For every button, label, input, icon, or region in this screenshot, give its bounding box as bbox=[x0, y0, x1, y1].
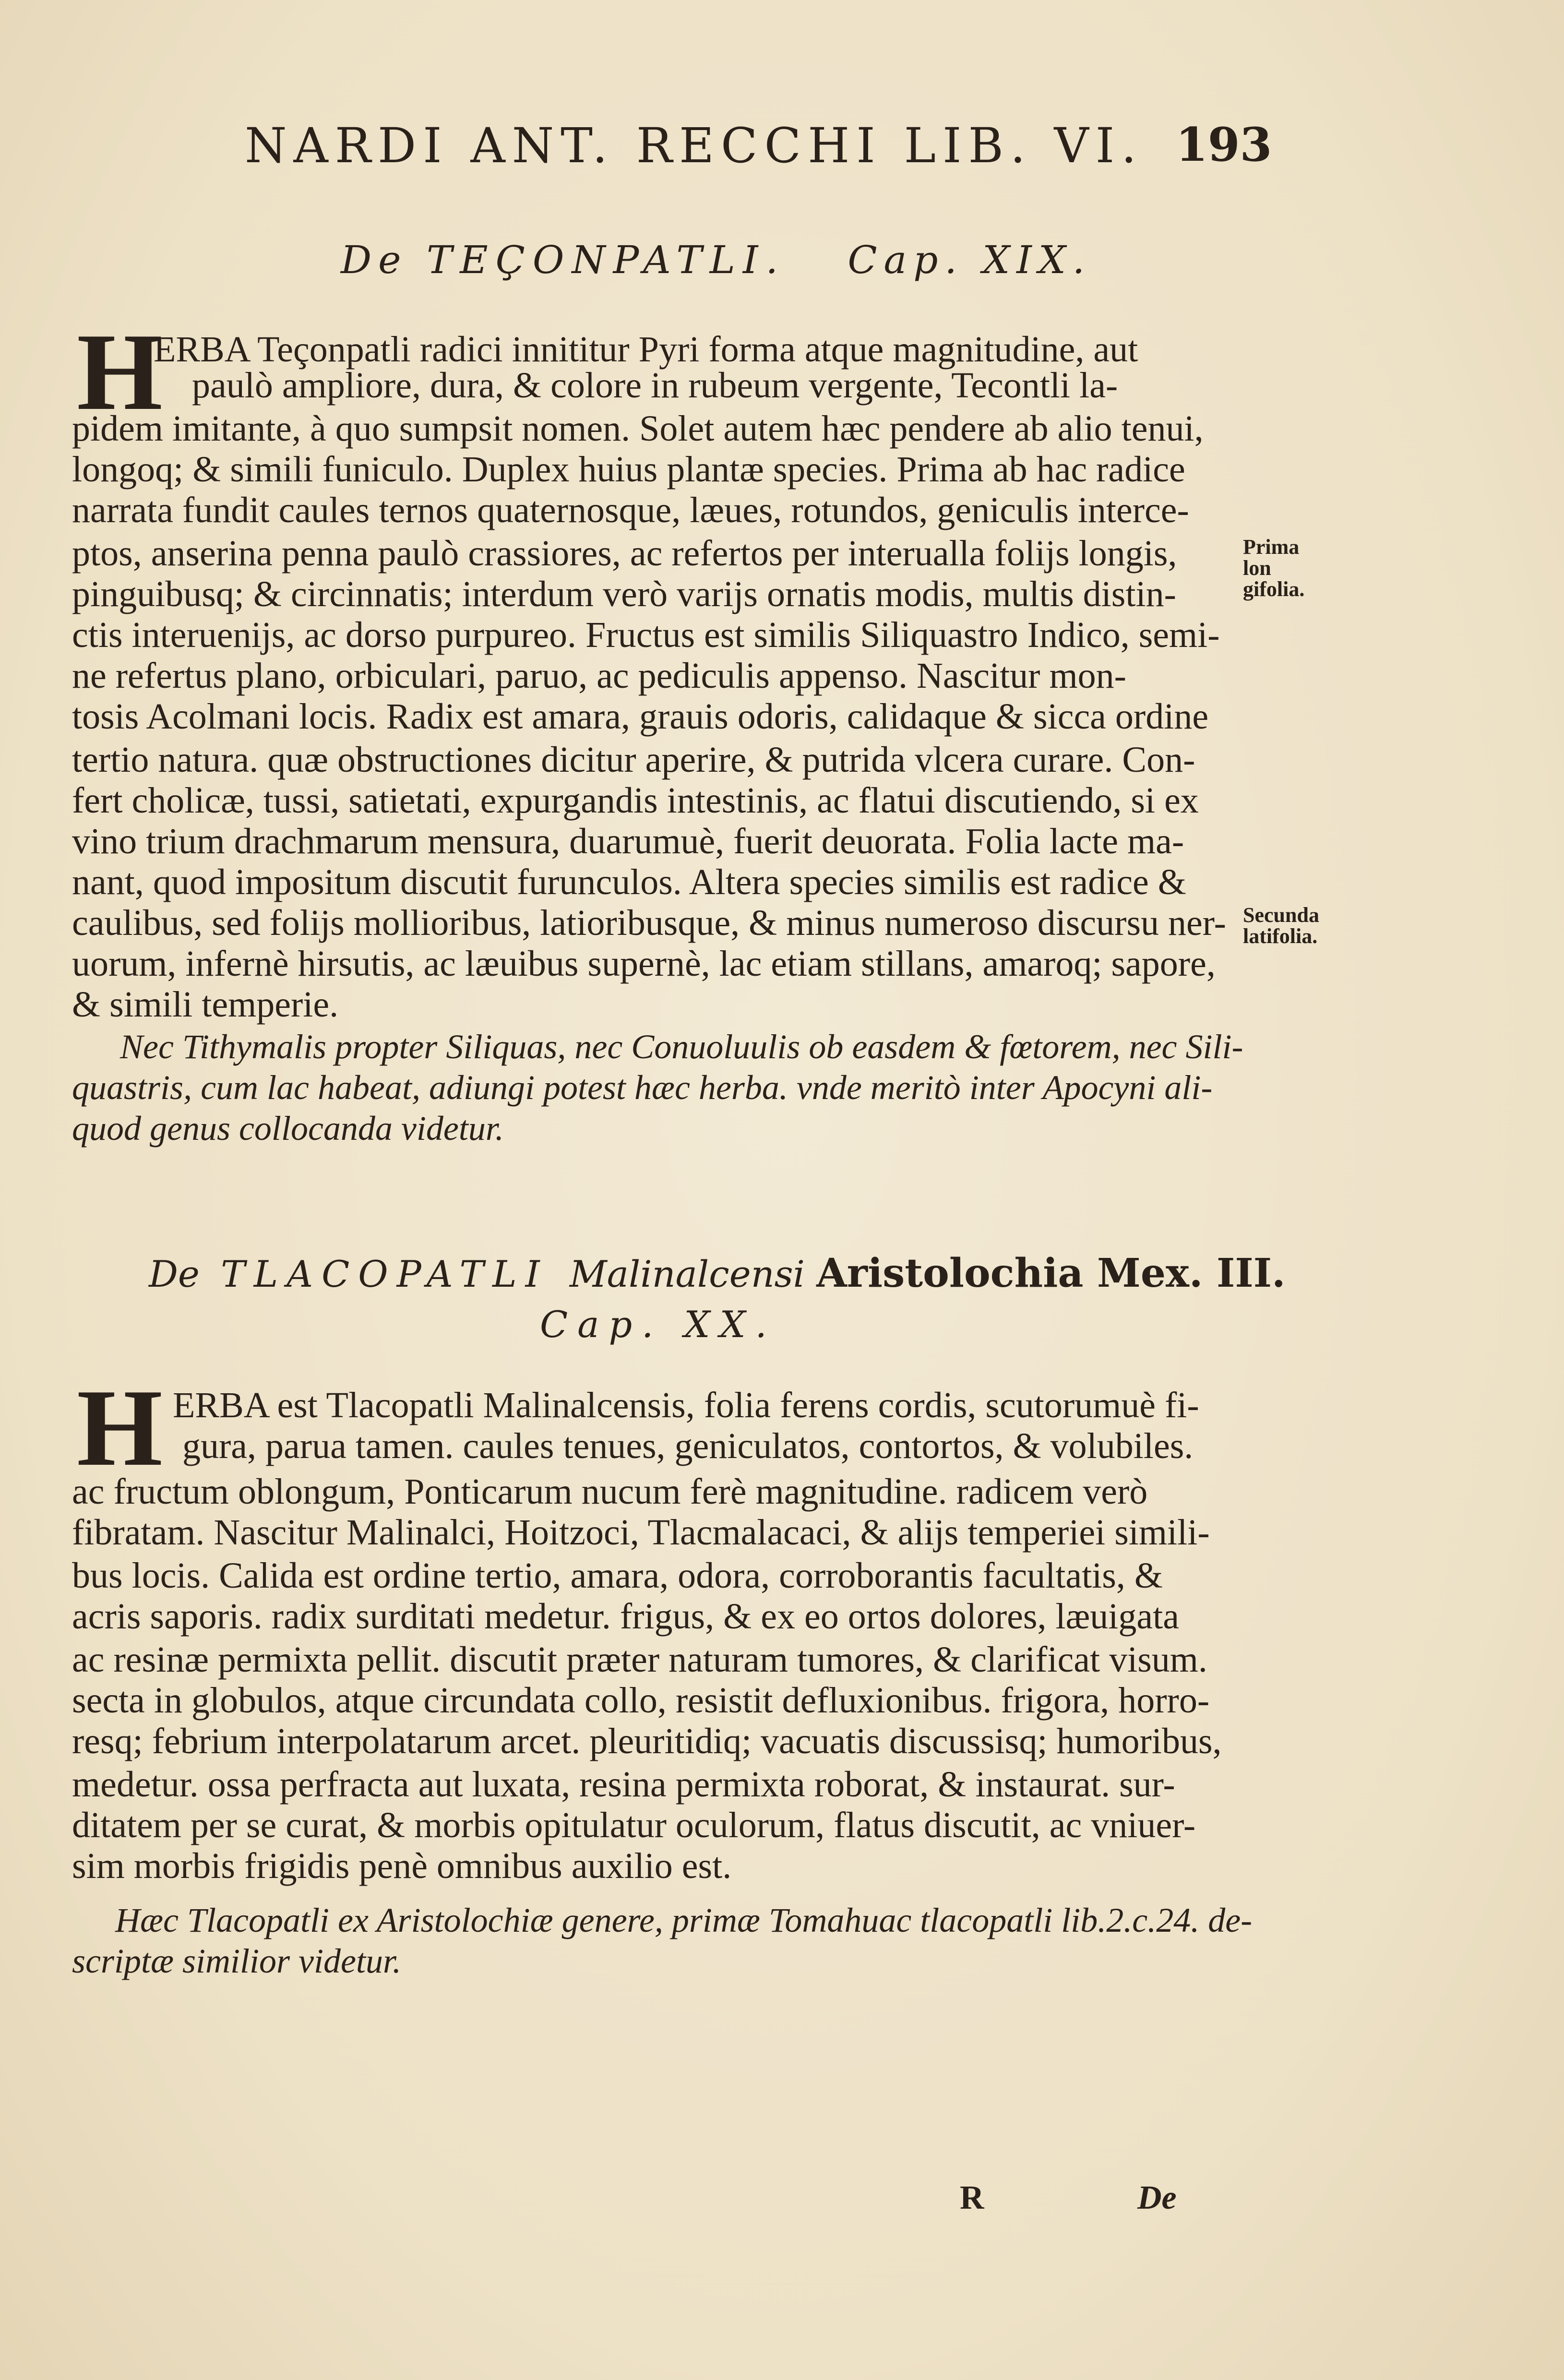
title-name: TLACOPATLI bbox=[221, 1253, 549, 1295]
text-line: resq; febrium interpolatarum arcet. pleuritidiq; vacuatis discussisq; humoribus, bbox=[72, 1721, 1222, 1761]
title-rest: Aristolochia Mex. III. bbox=[816, 1250, 1286, 1296]
annotation-line: Hæc Tlacopatli ex Aristolochiæ genere, primæ Tomahuac tlacopatli lib.2.c.24. de- bbox=[115, 1901, 1253, 1939]
text-line: uorum, infernè hirsutis, ac læuibus supernè, lac etiam stillans, amaroq; sapore, bbox=[72, 944, 1216, 984]
text-line: paulò ampliore, dura, & colore in rubeum vergente, Tecontli la- bbox=[192, 365, 1118, 406]
drop-cap-initial: H bbox=[77, 1366, 163, 1489]
text-line: bus locis. Calida est ordine tertio, amara, odora, corroborantis facultatis, & bbox=[72, 1555, 1163, 1596]
text-line: ne refertus plano, orbiculari, paruo, ac pediculis appenso. Nascitur mon- bbox=[72, 656, 1126, 696]
annotation-line: Nec Tithymalis propter Siliquas, nec Conuoluulis ob easdem & fœtorem, nec Sili- bbox=[120, 1028, 1243, 1066]
annotation-line: quod genus collocanda videtur. bbox=[72, 1109, 504, 1148]
section-title-tlacopatli bbox=[149, 1250, 1286, 1296]
annotation-line: quastris, cum lac habeat, adiungi potest hæc herba. vnde meritò inter Apocyni ali- bbox=[72, 1068, 1213, 1107]
text-line: secta in globulos, atque circundata collo, resistit defluxionibus. frigora, horro- bbox=[72, 1680, 1210, 1721]
text-line: acris saporis. radix surditati medetur. frigus, & ex eo ortos dolores, læuigata bbox=[72, 1596, 1179, 1637]
text-line: medetur. ossa perfracta aut luxata, resina permixta roborat, & instaurat. sur- bbox=[72, 1764, 1175, 1805]
annotation-line: scriptæ similior videtur. bbox=[72, 1942, 402, 1980]
text-line: longoq; & simili funiculo. Duplex huius plantæ species. Prima ab hac radice bbox=[72, 449, 1185, 490]
title-place: Malinalcensi bbox=[569, 1253, 805, 1295]
text-line: gura, parua tamen. caules tenues, geniculatos, contortos, & volubiles. bbox=[182, 1426, 1194, 1466]
text-line: sim morbis frigidis penè omnibus auxilio est. bbox=[72, 1846, 732, 1886]
text-line: ERBA est Tlacopatli Malinalcensis, folia ferens cordis, scutorumuè fi- bbox=[173, 1385, 1199, 1425]
text-line: vino trium drachmarum mensura, duarumuè, fuerit deuorata. Folia lacte ma- bbox=[72, 821, 1184, 861]
title-prefix: De bbox=[149, 1253, 200, 1295]
text-line: fibratam. Nascitur Malinalci, Hoitzoci, Tlacmalacaci, & alijs temperiei simili- bbox=[72, 1512, 1210, 1553]
text-line: caulibus, sed folijs mollioribus, latioribusque, & minus numeroso discursu ner- bbox=[72, 903, 1226, 943]
text-line: ac fructum oblongum, Ponticarum nucum ferè magnitudine. radicem verò bbox=[72, 1471, 1148, 1512]
text-line: ac resinæ permixta pellit. discutit præter naturam tumores, & clarificat visum. bbox=[72, 1639, 1207, 1680]
text-line: tosis Acolmani locis. Radix est amara, grauis odoris, calidaque & sicca ordine bbox=[72, 696, 1209, 737]
text-line: ERBA Teçonpatli radici innititur Pyri forma atque magnitudine, aut bbox=[154, 329, 1138, 370]
text-line: ptos, anserina penna paulò crassiores, ac refertos per interualla folijs longis, bbox=[72, 533, 1177, 574]
text-line: narrata fundit caules ternos quaternosque, læues, rotundos, geniculis interce- bbox=[72, 490, 1189, 530]
drop-cap-initial: H bbox=[77, 311, 163, 433]
section2-chapter: Cap. XX. bbox=[540, 1303, 776, 1346]
text-line: pidem imitante, à quo sumpsit nomen. Solet autem hæc pendere ab alio tenui, bbox=[72, 408, 1204, 449]
text-line: fert cholicæ, tussi, satietati, expurgandis intestinis, ac flatui discutiendo, si ex bbox=[72, 780, 1199, 821]
title-prefix: De bbox=[341, 238, 408, 282]
text-line: ditatem per se curat, & morbis opitulatur oculorum, flatus discutit, ac vniuer- bbox=[72, 1805, 1196, 1845]
page-number: 193 bbox=[1176, 118, 1272, 172]
title-chapter: Cap. XIX. bbox=[848, 238, 1092, 282]
title-name: TEÇONPATLI. bbox=[426, 238, 786, 282]
text-line: ctis interuenijs, ac dorso purpureo. Fructus est similis Siliquastro Indico, semi- bbox=[72, 615, 1220, 655]
running-head: NARDI ANT. RECCHI LIB. VI. bbox=[245, 118, 1144, 174]
signature-mark: R bbox=[960, 2179, 984, 2216]
margin-note-prima: Prima lon gifolia. bbox=[1243, 535, 1305, 601]
text-line: & simili temperie. bbox=[72, 984, 339, 1025]
text-line: pinguibusq; & circinnatis; interdum verò varijs ornatis modis, multis distin- bbox=[72, 574, 1176, 614]
page-header bbox=[245, 118, 1272, 180]
text-line: nant, quod impositum discutit furunculos. Altera species similis est radice & bbox=[72, 862, 1186, 902]
catchword: De bbox=[1137, 2179, 1177, 2216]
text-line: tertio natura. quæ obstructiones dicitur aperire, & putrida vlcera curare. Con- bbox=[72, 740, 1195, 780]
margin-note-secunda: Secunda latifolia. bbox=[1243, 903, 1319, 948]
section-title-teconpatli bbox=[341, 238, 1091, 282]
